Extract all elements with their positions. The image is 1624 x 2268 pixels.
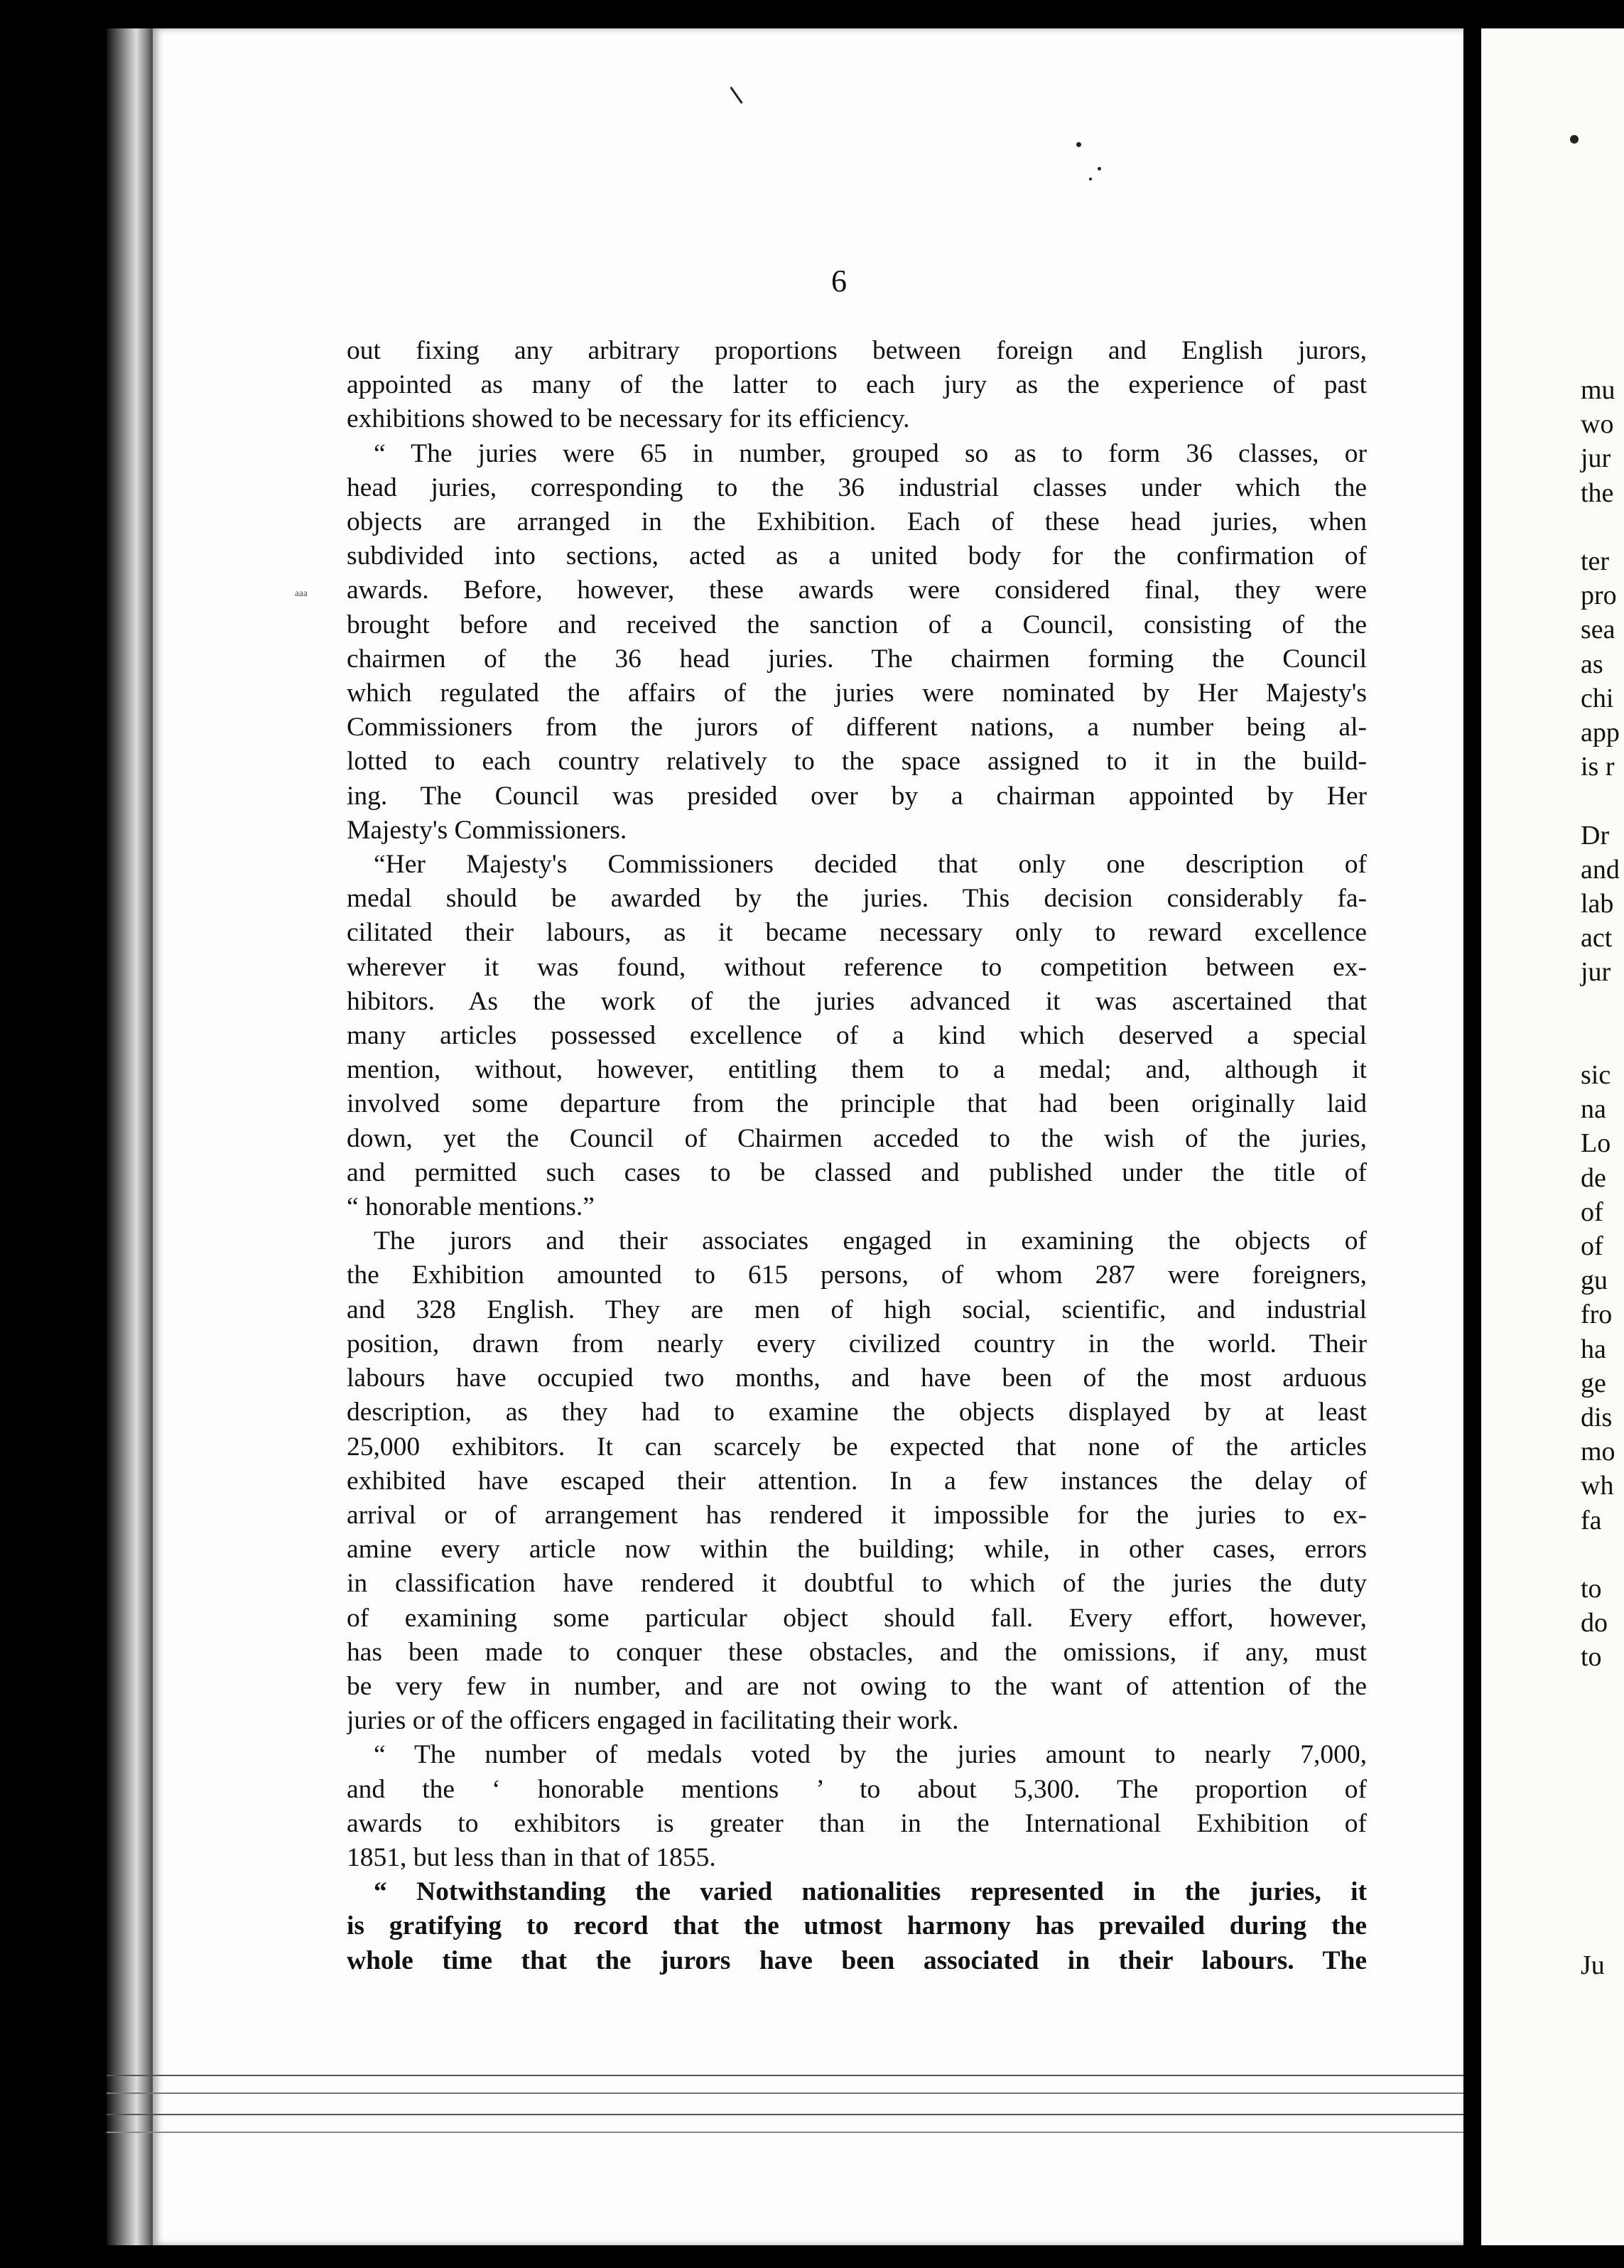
text-line: awards. Before, however, these awards were considered final, they were <box>347 576 1367 605</box>
text-line: has been made to conquer these obstacles, and the omissions, if any, must <box>347 1637 1367 1667</box>
text-line: exhibited have escaped their attention. In a few instances the delay of <box>347 1466 1367 1496</box>
text-line: The jurors and their associates engaged in examining the objects of <box>374 1226 1367 1256</box>
adjacent-text-fragment: wo <box>1581 409 1614 440</box>
text-line: mention, without, however, entitling them to a medal; and, although it <box>347 1055 1367 1085</box>
adjacent-text-fragment: Dr <box>1581 820 1610 850</box>
text-line: amine every article now within the building; while, in other cases, errors <box>347 1535 1367 1565</box>
adjacent-text-fragment: fa <box>1581 1505 1602 1535</box>
text-line: juries or of the officers engaged in facilitating their work. <box>347 1706 959 1736</box>
text-line: appointed as many of the latter to each jury as the experience of past <box>347 370 1367 400</box>
text-line: the Exhibition amounted to 615 persons, of whom 287 were foreigners, <box>347 1260 1367 1290</box>
text-line: and 328 English. They are men of high social, scientific, and industrial <box>347 1295 1367 1324</box>
adjacent-text-fragment: chi <box>1581 683 1614 713</box>
text-line: 1851, but less than in that of 1855. <box>347 1842 716 1872</box>
adjacent-text-fragment: sea <box>1581 615 1615 645</box>
adjacent-text-fragment: ge <box>1581 1368 1606 1398</box>
text-line: description, as they had to examine the objects displayed by at least <box>347 1398 1367 1427</box>
text-line: be very few in number, and are not owing to the want of attention of the <box>347 1671 1367 1701</box>
text-line: head juries, corresponding to the 36 industrial classes under which the <box>347 472 1367 502</box>
text-line: involved some departure from the principle that had been originally laid <box>347 1089 1367 1119</box>
binding-strip <box>107 28 156 2245</box>
margin-mark: ᵃᵃᵃ <box>295 586 308 604</box>
text-line: arrival or of arrangement has rendered it impossible for the juries to ex- <box>347 1500 1367 1530</box>
adjacent-text-fragment: jur <box>1581 443 1611 474</box>
page-number: 6 <box>831 264 847 298</box>
adjacent-text-fragment: de <box>1581 1162 1606 1193</box>
text-line: which regulated the affairs of the juries were nominated by Her Majesty's <box>347 679 1367 708</box>
adjacent-text-fragment: as <box>1581 649 1603 679</box>
text-line: of examining some particular object should fall. Every effort, however, <box>347 1603 1367 1633</box>
text-line: “ honorable mentions.” <box>347 1192 595 1222</box>
text-line: “ The juries were 65 in number, grouped so as to form 36 classes, or <box>374 438 1367 468</box>
bottom-rule <box>107 2132 1463 2133</box>
text-line: cilitated their labours, as it became necessary only to reward excellence <box>347 918 1367 948</box>
adjacent-text-fragment: sic <box>1581 1060 1611 1090</box>
adjacent-text-fragment: and <box>1581 854 1620 885</box>
text-line: hibitors. As the work of the juries advanced it was ascertained that <box>347 986 1367 1016</box>
text-line: “ Notwithstanding the varied nationalities represented in the juries, it <box>374 1877 1367 1907</box>
text-line: subdivided into sections, acted as a united body for the confirmation of <box>347 541 1367 571</box>
text-line: lotted to each country relatively to the space assigned to it in the build- <box>347 747 1367 777</box>
speck <box>1570 135 1579 144</box>
text-line: chairmen of the 36 head juries. The chairmen forming the Council <box>347 644 1367 674</box>
adjacent-text-fragment: mo <box>1581 1437 1615 1467</box>
text-line: medal should be awarded by the juries. This decision considerably fa- <box>347 884 1367 914</box>
text-line: and the ‘ honorable mentions ’ to about 5,300. The proportion of <box>347 1774 1367 1804</box>
adjacent-text-fragment: wh <box>1581 1471 1614 1501</box>
adjacent-text-fragment: na <box>1581 1094 1606 1125</box>
bottom-rule <box>107 2075 1463 2076</box>
bottom-rule <box>107 2092 1463 2094</box>
text-line: whole time that the jurors have been associated in their labours. The <box>347 1945 1367 1975</box>
adjacent-text-fragment: app <box>1581 718 1620 747</box>
text-line: down, yet the Council of Chairmen acceded to the wish of the juries, <box>347 1123 1367 1153</box>
adjacent-text-fragment: act <box>1581 923 1613 954</box>
text-line: exhibitions showed to be necessary for its efficiency. <box>347 404 910 434</box>
text-line: is gratifying to record that the utmost harmony has prevailed during the <box>347 1911 1367 1941</box>
text-line: in classification have rendered it doubtful to which of the juries the duty <box>347 1569 1367 1599</box>
adjacent-text-fragment: lab <box>1581 889 1614 919</box>
adjacent-text-fragment: ter <box>1581 546 1610 576</box>
adjacent-text-fragment: mu <box>1581 375 1615 405</box>
adjacent-text-fragment: of <box>1581 1197 1603 1227</box>
body-text <box>347 334 1367 1978</box>
text-line: position, drawn from nearly every civilized country in the world. Their <box>347 1329 1367 1359</box>
text-line: brought before and received the sanction of a Council, consisting of the <box>347 610 1367 639</box>
speck <box>1089 178 1092 180</box>
adjacent-text-fragment: fro <box>1581 1300 1613 1330</box>
adjacent-text-fragment: do <box>1581 1608 1608 1638</box>
text-line: objects are arranged in the Exhibition. Each of these head juries, when <box>347 507 1367 537</box>
adjacent-text-fragment: Lo <box>1581 1128 1611 1159</box>
adjacent-text-fragment: pro <box>1581 580 1617 611</box>
text-line: out fixing any arbitrary proportions between foreign and English jurors, <box>347 336 1367 365</box>
text-line: wherever it was found, without reference to competition between ex- <box>347 952 1367 982</box>
adjacent-text-fragment: is r <box>1581 752 1615 782</box>
adjacent-text-fragment: Ju <box>1581 1950 1605 1981</box>
speck <box>1076 142 1081 147</box>
adjacent-text-fragment: of <box>1581 1231 1603 1261</box>
adjacent-text-fragment: dis <box>1581 1403 1613 1432</box>
text-line: awards to exhibitors is greater than in the International Exhibition of <box>347 1808 1367 1838</box>
text-line: many articles possessed excellence of a kind which deserved a special <box>347 1021 1367 1051</box>
text-line: and permitted such cases to be classed and published under the title of <box>347 1157 1367 1187</box>
adjacent-text-fragment: ha <box>1581 1334 1606 1364</box>
text-line: “Her Majesty's Commissioners decided that only one description of <box>374 850 1367 880</box>
adjacent-text-fragment: the <box>1581 477 1614 508</box>
text-line: labours have occupied two months, and have been of the most arduous <box>347 1364 1367 1393</box>
speck <box>1098 167 1101 171</box>
adjacent-text-fragment: gu <box>1581 1265 1608 1296</box>
adjacent-text-fragment: to <box>1581 1642 1602 1673</box>
text-line: 25,000 exhibitors. It can scarcely be expected that none of the articles <box>347 1432 1367 1462</box>
text-line: Majesty's Commissioners. <box>347 815 627 845</box>
adjacent-text-fragment: to <box>1581 1574 1602 1604</box>
text-line: “ The number of medals voted by the juries amount to nearly 7,000, <box>374 1740 1367 1770</box>
text-line: Commissioners from the jurors of different nations, a number being al- <box>347 713 1367 742</box>
bottom-rule <box>107 2114 1463 2115</box>
speck <box>730 87 743 104</box>
adjacent-text-fragment: jur <box>1581 957 1611 988</box>
text-line: ing. The Council was presided over by a chairman appointed by Her <box>347 781 1367 811</box>
